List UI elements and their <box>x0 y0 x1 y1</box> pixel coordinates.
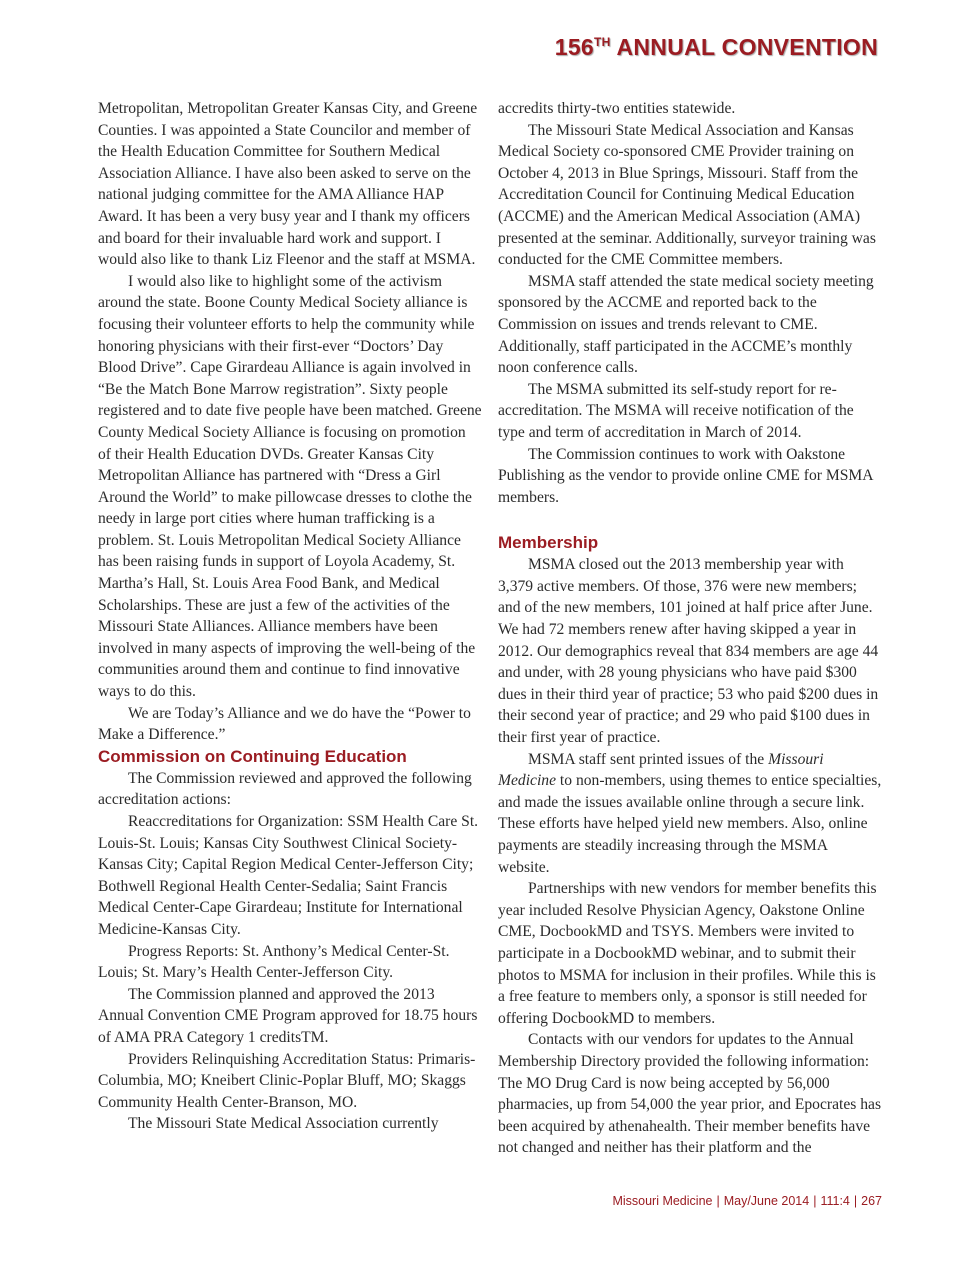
footer-separator: | <box>716 1194 720 1208</box>
membership-paragraph-4: Contacts with our vendors for updates to the Annual Membership Directory provided the following information: The MO Drug Card is now being accepted by 56,000 pharmacies, up from 54,000 the year prior, and Epocrates has been acquired by athenahealth. Their member benefits have not changed and neither has their platform and the <box>498 1031 882 1157</box>
membership-paragraph-2 <box>498 749 882 879</box>
alliance-paragraph-3: We are Today’s Alliance and we do have the “Power to Make a Difference.” <box>98 704 471 744</box>
publication-title: Missouri Medicine <box>498 750 824 790</box>
cme-paragraph-5: Providers Relinquishing Accreditation Status: Primaris-Columbia, MO; Kneibert Clinic-Poplar Bluff, MO; Skaggs Community Health Center-Branson, MO. <box>98 1050 476 1111</box>
cme-paragraph-3: Progress Reports: St. Anthony’s Medical Center-St. Louis; St. Mary’s Health Center-Jefferson City. <box>98 942 450 982</box>
cme-oakstone-paragraph: The Commission continues to work with Oakstone Publishing as the vendor to provide online CME for MSMA members. <box>498 445 873 506</box>
membership-paragraph-1: MSMA closed out the 2013 membership year with 3,379 active members. Of those, 376 were new members; and of the new members, 101 joined at half price after June. We had 72 members renew after having skipped a year in 2012. Our demographics reveal that 834 members are age 44 and under, with 28 young physicians who have paid $300 dues in their third year of practice; 53 who paid $200 dues in their second year of practice; and 29 who paid $100 dues in their first year of practice. <box>498 556 879 747</box>
cme-self-study-paragraph: The MSMA submitted its self-study report for re-accreditation. The MSMA will receive notification of the type and term of accreditation in March of 2014. <box>498 380 854 441</box>
left-column <box>98 98 482 1135</box>
footer-separator: | <box>853 1194 858 1208</box>
membership-p2-start: MSMA staff sent printed issues of the <box>528 750 769 768</box>
footer-volume: 111:4 <box>820 1194 850 1208</box>
page-footer <box>612 1194 882 1208</box>
right-column <box>498 98 882 1159</box>
alliance-paragraph-2: I would also like to highlight some of the activism around the state. Boone County Medical Society alliance is focusing their volunteer efforts to help the community while honoring physicians with their first-ever “Doctors’ Day Blood Drive”. Cape Girardeau Alliance is again involved in “Be the Match Bone Marrow registration”. Sixty people registered and to date five people have been matched. Greene County Medical Society Alliance is focusing on promotion of their Health Education DVDs. Greater Kansas City Metropolitan Alliance has partnered with “Dress a Girl Around the World” to make pillowcase dresses to clothe the needy in large port cities where human trafficking is a problem. St. Louis Metropolitan Medical Society Alliance has been raising funds in support of Loyola Academy, St. Martha’s Hall, St. Louis Area Food Bank, and Medical Scholarships. These are just a few of the activities of the Missouri State Alliances. Alliance members have been involved in many aspects of improving the well-being of the communities around them and continue to find innovative ways to do this. <box>98 272 482 701</box>
cme-paragraph-1: The Commission reviewed and approved the following accreditation actions: <box>98 769 472 809</box>
cme-paragraph-2: Reaccreditations for Organization: SSM Health Care St. Louis-St. Louis; Kansas City Southwest Clinical Society-Kansas City; Capital Region Medical Center-Jefferson City; Bothwell Regional Health Center-Sedalia; Saint Francis Medical Center-Cape Girardeau; Institute for International Medicine-Kansas City. <box>98 813 479 938</box>
cme-paragraph-4: The Commission planned and approved the 2013 Annual Convention CME Program approved for 18.75 hours of AMA PRA Category 1 creditsTM. <box>98 985 478 1046</box>
convention-header <box>555 34 878 61</box>
footer-issue: May/June 2014 <box>723 1194 810 1208</box>
cme-meeting-paragraph: MSMA staff attended the state medical society meeting sponsored by the ACCME and reported back to the Commission on issues and trends relevant to CME. Additionally, staff participated in the ACCME’s monthly noon conference calls. <box>498 272 874 377</box>
convention-ordinal: TH <box>594 35 611 49</box>
membership-heading: Membership <box>498 533 599 553</box>
cme-heading: Commission on Continuing Education <box>98 746 407 766</box>
membership-p2-end: to non-members, using themes to entice specialties, and made the issues available online through a secure link. These efforts have helped yield new members. Also, online payments are steadily increasing through the MSMA website. <box>498 772 882 876</box>
alliance-paragraph-1: Metropolitan, Metropolitan Greater Kansas City, and Greene Counties. I was appointed a State Councilor and member of the Health Education Committee for Southern Medical Association Alliance. I have also been asked to serve on the national judging committee for the AMA Alliance HAP Award. It has been a very busy year and I thank my officers and board for their invaluable hard work and support. I would also like to thank Liz Fleenor and the staff at MSMA. <box>98 100 478 269</box>
footer-journal: Missouri Medicine <box>612 1194 713 1208</box>
page-number: 267 <box>861 1194 882 1208</box>
cme-paragraph-6: The Missouri State Medical Association currently <box>128 1115 439 1133</box>
footer-separator: | <box>813 1194 817 1208</box>
cme-continued-paragraph: accredits thirty-two entities statewide. <box>498 100 736 117</box>
convention-title: ANNUAL CONVENTION <box>616 34 878 60</box>
membership-paragraph-3: Partnerships with new vendors for member benefits this year included Resolve Physician Agency, Oakstone Online CME, DocbookMD and TSYS. Members were invited to participate in a DocbookMD webinar, and to submit their photos to MSMA for inclusion in their profiles. While this is a free feature to members only, a sponsor is still needed for offering DocbookMD to members. <box>498 880 877 1027</box>
convention-number: 156 <box>554 34 595 60</box>
cme-training-paragraph: The Missouri State Medical Association and Kansas Medical Society co-sponsored CME Provider training on October 4, 2013 in Blue Springs, Missouri. Staff from the Accreditation Council for Continuing Medical Education (ACCME) and the American Medical Association (AMA) presented at the seminar. Additionally, surveyor training was conducted for the CME Committee members. <box>498 121 876 269</box>
